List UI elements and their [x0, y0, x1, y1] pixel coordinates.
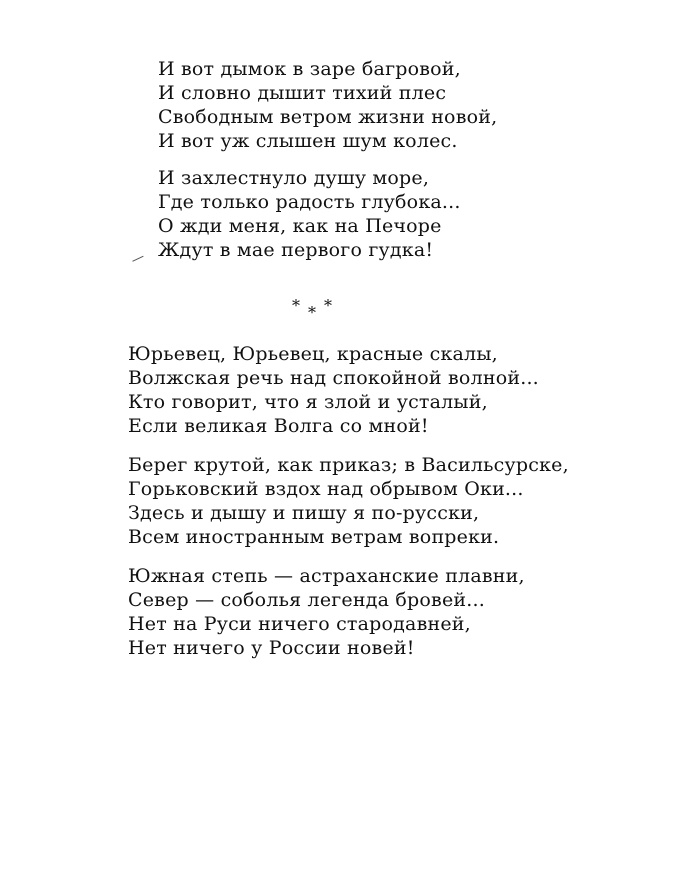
verse-line: Свободным ветром жизни новой,	[158, 106, 498, 128]
verse-line: И захлестнуло душу море,	[158, 167, 430, 189]
star-glyph: *	[292, 296, 300, 315]
verse-line: Нет на Руси ничего стародавней,	[128, 613, 471, 635]
verse-line: Ждут в мае первого гудка!	[158, 239, 434, 261]
verse-line: И вот дымок в заре багровой,	[158, 58, 461, 80]
stanza	[128, 564, 525, 660]
stanza	[128, 342, 539, 438]
verse-line: Кто говорит, что я злой и усталый,	[128, 391, 488, 413]
verse-line: Всем иностранным ветрам вопреки.	[128, 526, 500, 548]
verse-line: Где только радость глубока...	[158, 191, 461, 213]
verse-line: Южная степь — астраханские плавни,	[128, 565, 525, 587]
verse-line: Берег крутой, как приказ; в Васильсурске,	[128, 454, 569, 476]
star-glyph: *	[324, 296, 332, 315]
verse-line: Нет ничего у России новей!	[128, 637, 415, 659]
verse-line: И словно дышит тихий плес	[158, 82, 447, 104]
verse-line: Север — соболья легенда бровей...	[128, 589, 485, 611]
star-glyph: *	[308, 303, 316, 322]
verse-line: И вот уж слышен шум колес.	[158, 130, 458, 152]
asterism-separator	[290, 296, 342, 324]
stanza	[158, 166, 461, 262]
stanza	[128, 453, 569, 549]
stanza	[158, 57, 497, 153]
verse-line: Здесь и дышу и пишу я по-русски,	[128, 502, 480, 524]
verse-line: Волжская речь над спокойной волной...	[128, 367, 539, 389]
print-mark	[132, 256, 145, 267]
verse-line: Юрьевец, Юрьевец, красные скалы,	[128, 343, 498, 365]
verse-line: О жди меня, как на Печоре	[158, 215, 442, 237]
verse-line: Если великая Волга со мной!	[128, 415, 429, 437]
verse-line: Горьковский вздох над обрывом Оки...	[128, 478, 524, 500]
